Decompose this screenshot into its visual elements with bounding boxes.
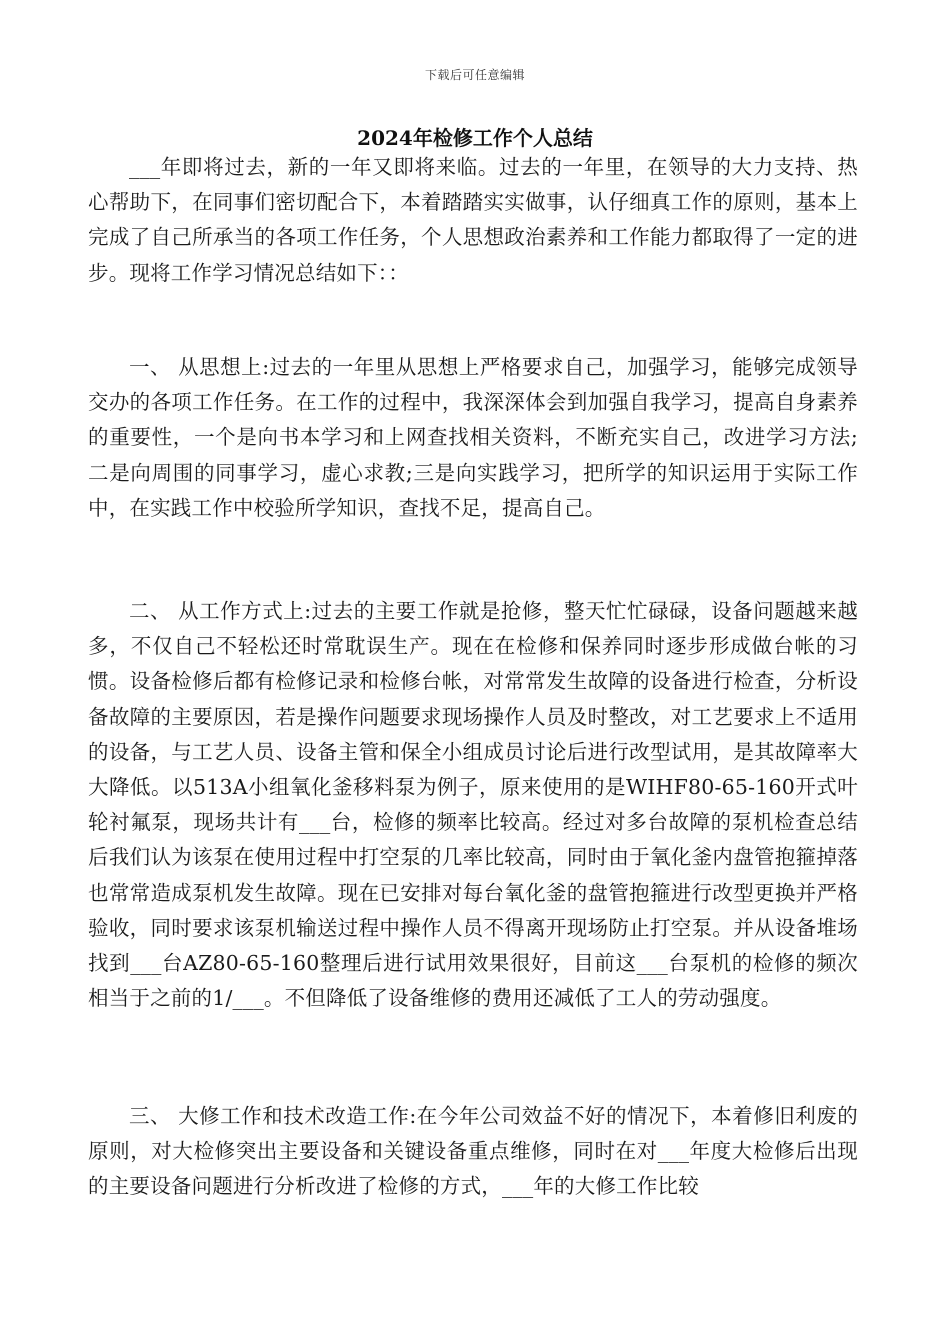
document-title: 2024年检修工作个人总结 xyxy=(357,126,593,150)
paragraph-section-2: 二、 从工作方式上:过去的主要工作就是抢修，整天忙忙碌碌，设备问题越来越多，不仅自己不轻松还时常耽误生产。现在在检修和保养同时逐步形成做台帐的习惯。设备检修后都有检修记录和检修台帐，对常常发生故障的设备进行检查，分析设备故障的主要原因，若是操作问题要求现场操作人员及时整改，对工艺要求上不适用的设备，与工艺人员、设备主管和保全小组成员讨论后进行改型试用，是其故障率大大降低。以513A小组氧化釜移料泵为例子，原来使用的是WIHF80-65-160开式叶轮衬氟泵，现场共计有___台，检修的频率比较高。经过对多台故障的泵机检查总结后我们认为该泵在使用过程中打空泵的几率比较高，同时由于氧化釜内盘管抱箍掉落也常常造成泵机发生故障。现在已安排对每台氧化釜的盘管抱箍进行改型更换并严格验收，同时要求该泵机输送过程中操作人员不得离开现场防止打空泵。并从设备堆场找到___台AZ80-65-160整理后进行试用效果很好，目前这___台泵机的检修的频次相当于之前的1/___。不但降低了设备维修的费用还减低了工人的劳动强度。 xyxy=(88,599,858,1011)
paragraph-intro: ___年即将过去，新的一年又即将来临。过去的一年里，在领导的大力支持、热心帮助下，在同事们密切配合下，本着踏踏实实做事，认仔细真工作的原则，基本上完成了自己所承当的各项工作任务，个人思想政治素养和工作能力都取得了一定的进步。现将工作学习情况总结如下：： xyxy=(88,155,858,285)
header-note: 下载后可任意编辑 xyxy=(424,68,525,82)
paragraph-section-3: 三、 大修工作和技术改造工作:在今年公司效益不好的情况下，本着修旧利废的原则，对大检修突出主要设备和关键设备重点维修，同时在对___年度大检修后出现的主要设备问题进行分析改进了检修的方式，___年的大修工作比较 xyxy=(88,1104,858,1199)
paragraph-section-1: 一、 从思想上:过去的一年里从思想上严格要求自己，加强学习，能够完成领导交办的各项工作任务。在工作的过程中，我深深体会到加强自我学习，提高自身素养的重要性，一个是向书本学习和上网查找相关资料，不断充实自己，改进学习方法;二是向周围的同事学习，虚心求教;三是向实践学习，把所学的知识运用于实际工作中，在实践工作中校验所学知识，查找不足，提高自己。 xyxy=(88,355,858,520)
